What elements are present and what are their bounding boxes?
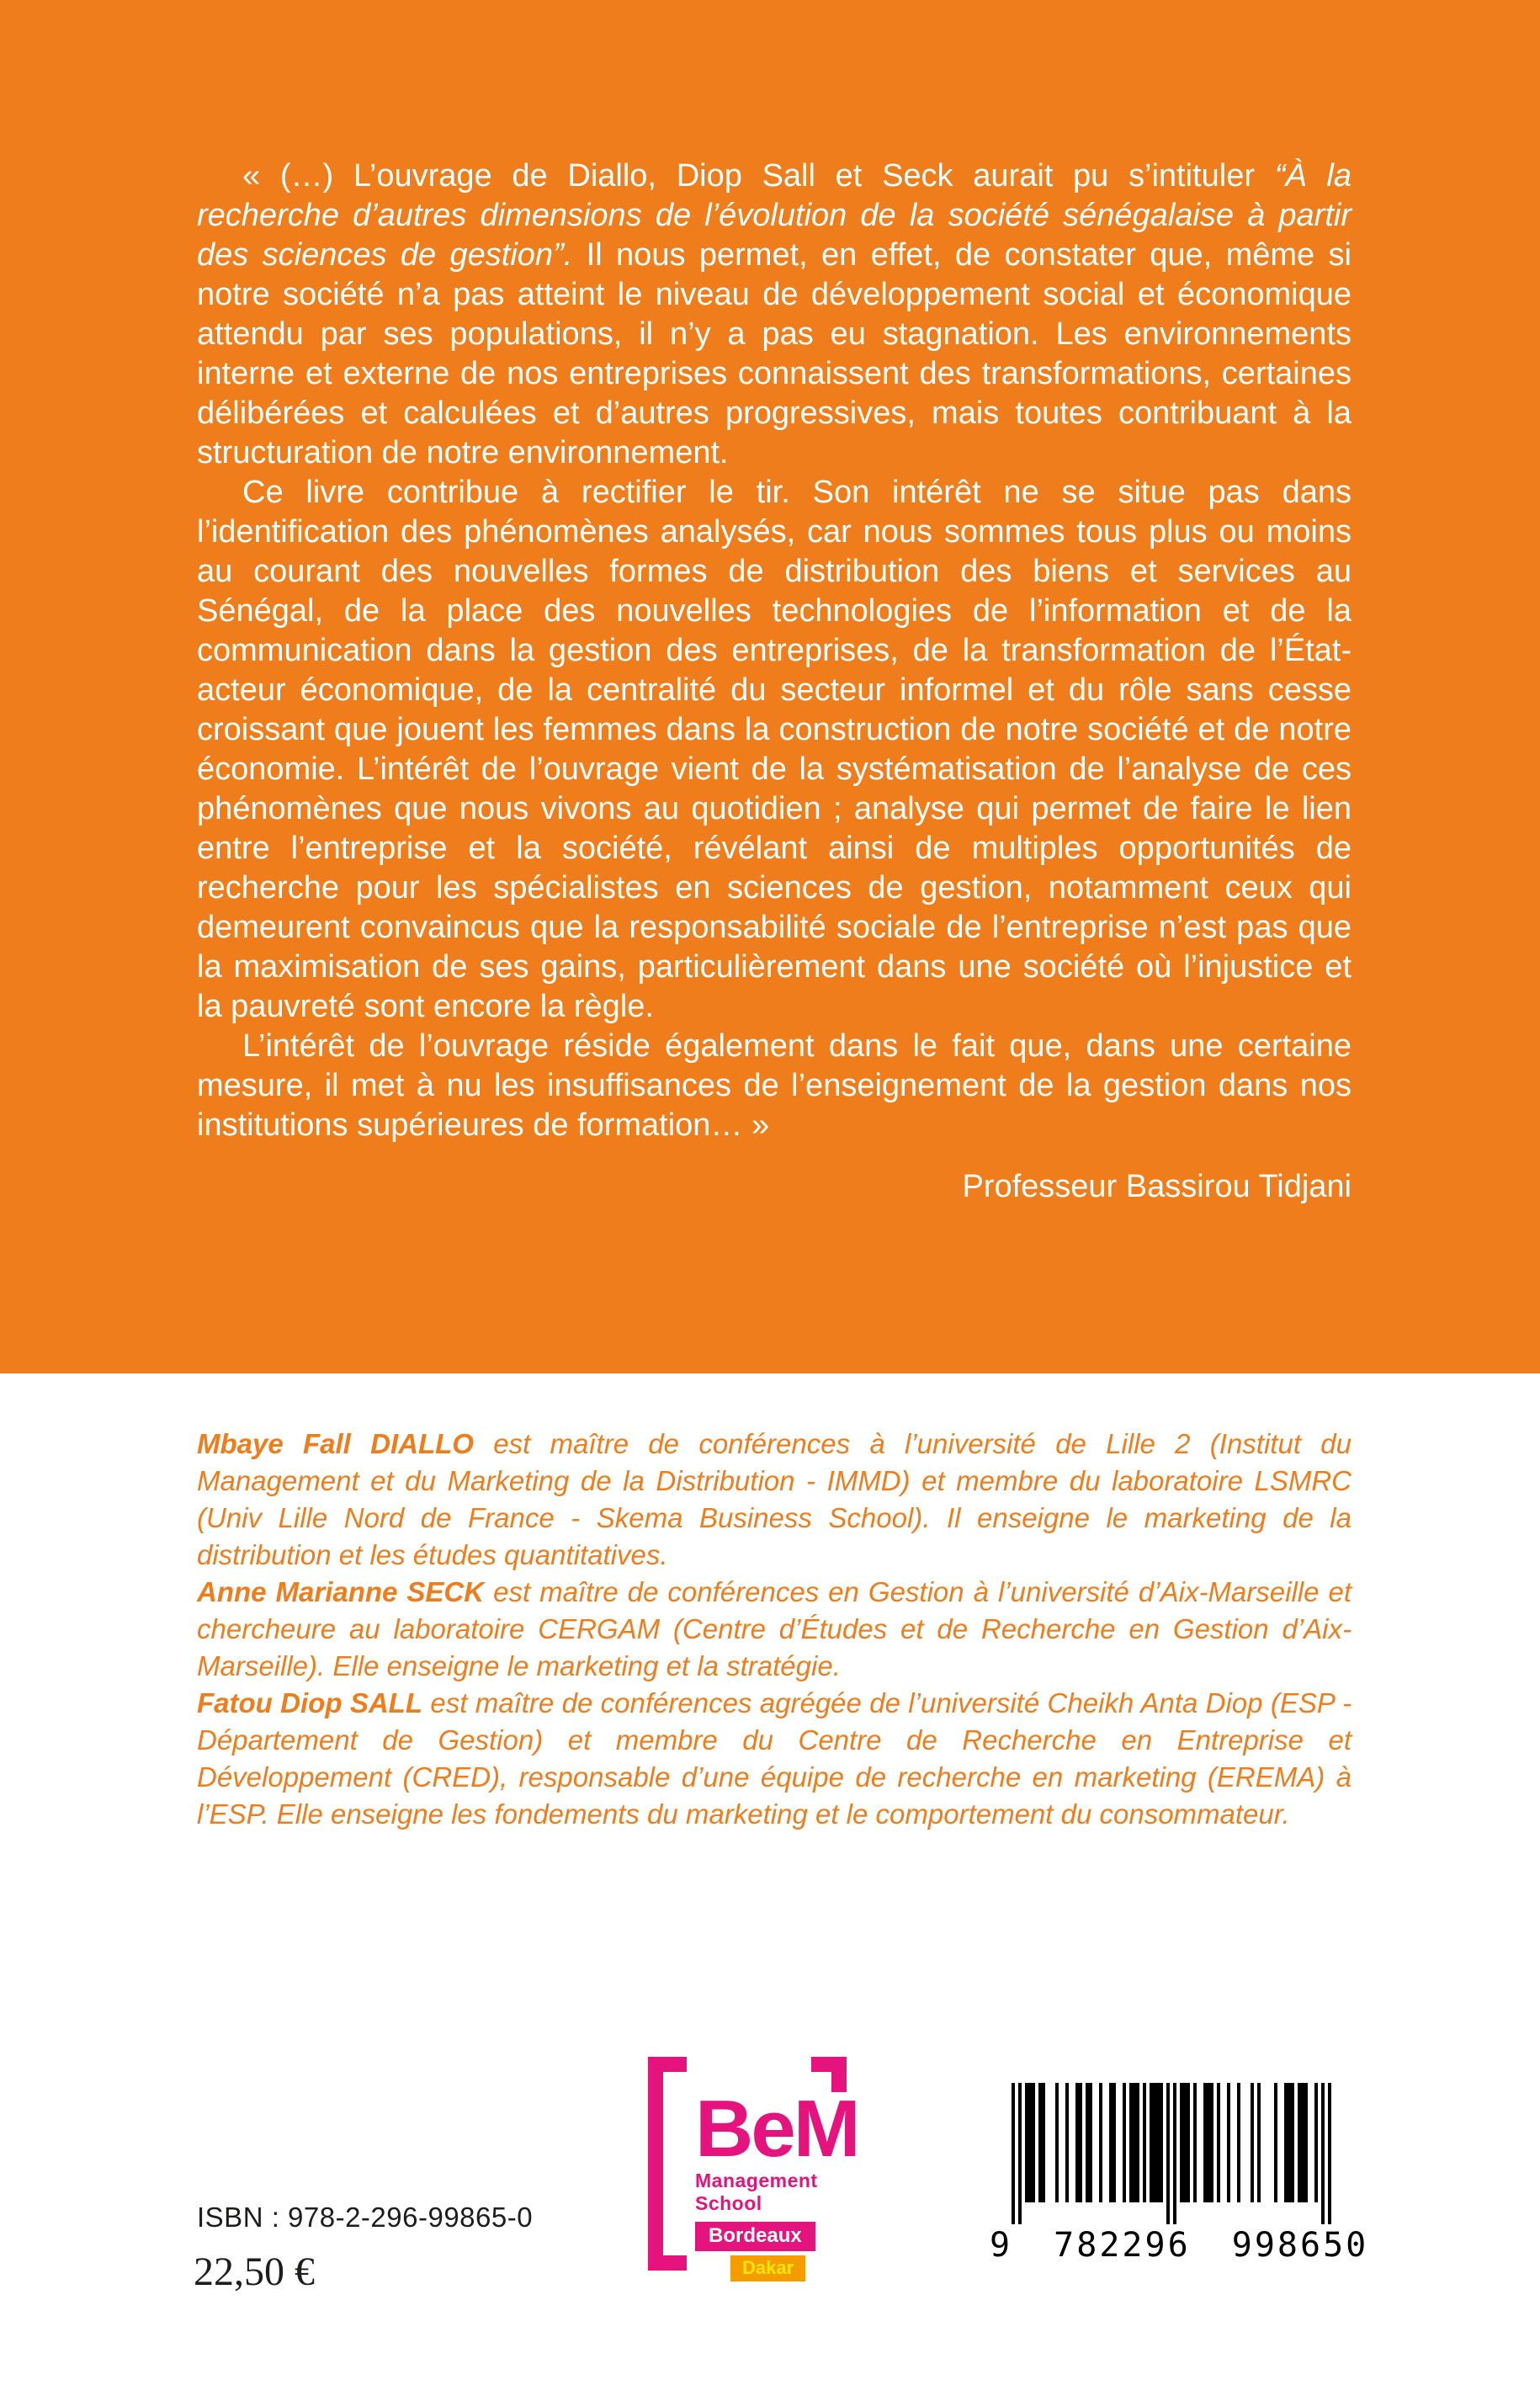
bem-logo-subtitle: Management School: [695, 2170, 818, 2214]
price-text: 22,50 €: [194, 2250, 315, 2294]
author-bio-seck: [197, 1574, 1351, 1685]
author-bios: [197, 1426, 1351, 1833]
author-bio-text-seck: est maître de conférences en Gestion à l’université d’Aix-Marseille et chercheure au laboratoire CERGAM (Centre d’Études et de Recherche en Gestion d’Aix-Marseille). Elle enseigne le marketing et la stratégie.: [197, 1576, 1351, 1681]
bem-bracket-icon: [648, 2057, 687, 2271]
quote-attribution: Professeur Bassirou Tidjani: [962, 1169, 1351, 1204]
quote-p1-after: Il nous permet, en effet, de constater que, même si notre société n’a pas atteint le niveau de développement social et économique attendu par ses populations, il n’y a pas eu stagnation. Les environnements interne et externe de nos entreprises connaissent des transformations, certaines délibérées et calculées et d’autres progressives, mais toutes contribuant à la structuration de notre environnement.: [197, 237, 1351, 470]
bem-logo-bordeaux: Bordeaux: [695, 2222, 815, 2251]
author-bio-text-diallo: est maître de conférences à l’université de Lille 2 (Institut du Management et du Marketing de la Distribution - IMMD) et membre du laboratoire LSMRC (Univ Lille Nord de France - Skema Business School). Il enseigne le marketing de la distribution et les études quantitatives.: [197, 1428, 1351, 1570]
quote-paragraph-1: [197, 157, 1351, 473]
quote-section: [197, 157, 1351, 1207]
barcode-bars: [990, 2083, 1353, 2224]
bem-logo-name: BeM: [695, 2084, 858, 2174]
author-name-sall: Fatou Diop SALL: [197, 1687, 422, 1718]
bem-logo: [648, 2053, 868, 2278]
bem-logo-dakar: Dakar: [730, 2255, 805, 2281]
quote-paragraph-2: Ce livre contribue à rectifier le tir. Son intérêt ne se situe pas dans l’identification des phénomènes analysés, car nous sommes tous plus ou moins au courant des nouvelles formes de distribution des biens et services au Sénégal, de la place des nouvelles technologies de l’information et de la communication dans la gestion des entreprises, de la transformation de l’État-acteur économique, de la centralité du secteur informel et du rôle sans cesse croissant que jouent les femmes dans la construction de notre société et de notre économie. L’intérêt de l’ouvrage vient de la systématisation de l’analyse de ces phénomènes que nous vivons au quotidien ; analyse qui permet de faire le lien entre l’entreprise et la société, révélant ainsi de multiples opportunités de recherche pour les spécialistes en sciences de gestion, notamment ceux qui demeurent convaincus que la responsabilité sociale de l’entreprise n’est pas que la maximisation de ses gains, particulièrement dans une société où l’injustice et la pauvreté sont encore la règle.: [197, 475, 1351, 1024]
author-bio-text-sall: est maître de conférences agrégée de l’université Cheikh Anta Diop (ESP - Département de Gestion) et membre du Centre de Recherche en Entreprise et Développement (CRED), responsable d’une équipe de recherche en marketing (EREMA) à l’ESP. Elle enseigne les fondements du marketing et le comportement du consommateur.: [197, 1687, 1351, 1830]
barcode-number: 9 782296 998650: [990, 2226, 1369, 2265]
quote-paragraph-3: L’intérêt de l’ouvrage réside également dans le fait que, dans une certaine mesure, il met à nu les insuffisances de l’enseignement de la gestion dans nos institutions supérieures de formation… »: [197, 1028, 1351, 1143]
quote-p1-before: « (…) L’ouvrage de Diallo, Diop Sall et Seck aurait pu s’intituler: [242, 158, 1275, 194]
author-name-seck: Anne Marianne SECK: [197, 1576, 485, 1607]
barcode: [990, 2083, 1369, 2265]
isbn-text: ISBN : 978-2-296-99865-0: [197, 2202, 534, 2233]
author-bio-diallo: [197, 1426, 1351, 1574]
author-name-diallo: Mbaye Fall DIALLO: [197, 1428, 474, 1459]
bem-logo-content: [695, 2084, 863, 2281]
book-title-italic: “À la recherche d’autres dimensions de l’évolution de la société sénégalaise à partir des sciences de gestion”.: [197, 158, 1351, 273]
author-bio-sall: [197, 1685, 1351, 1833]
lower-panel: [0, 1373, 1540, 2385]
